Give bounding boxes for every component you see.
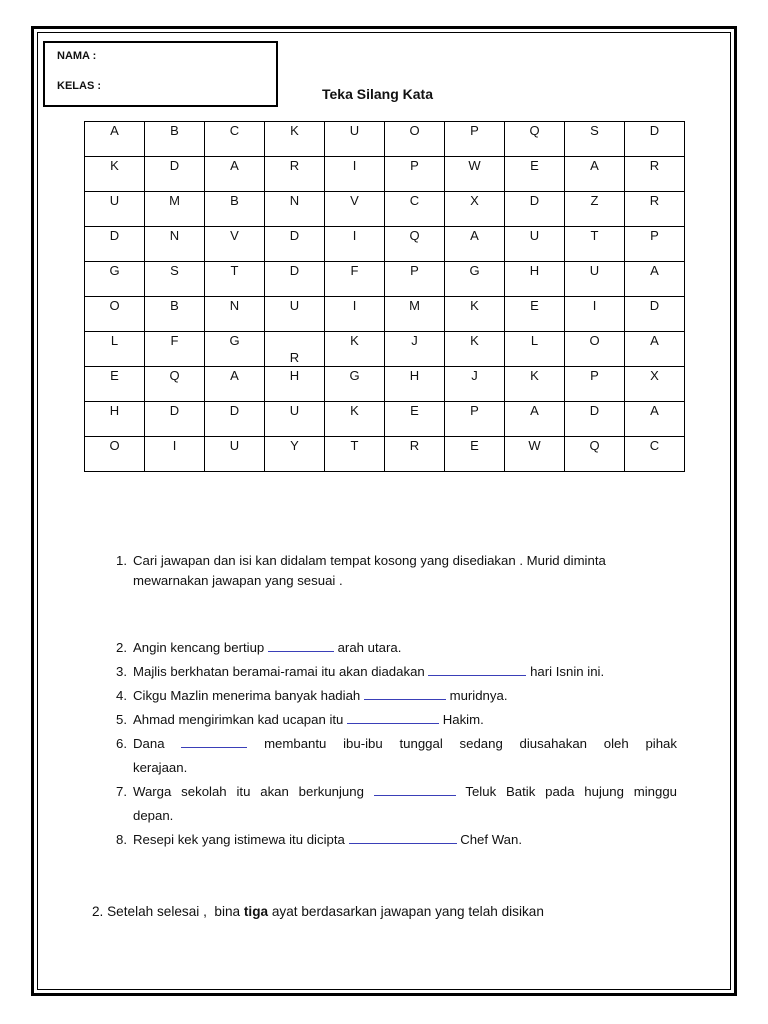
grid-cell[interactable]: H xyxy=(265,367,325,402)
grid-row xyxy=(85,297,685,332)
grid-cell[interactable]: X xyxy=(445,192,505,227)
grid-cell[interactable]: V xyxy=(205,227,265,262)
grid-cell[interactable]: P xyxy=(385,262,445,297)
grid-cell[interactable]: C xyxy=(385,192,445,227)
question-line xyxy=(133,684,677,708)
grid-cell[interactable]: U xyxy=(85,192,145,227)
grid-cell[interactable]: J xyxy=(445,367,505,402)
question-continuation: depan. xyxy=(133,808,174,823)
grid-cell[interactable]: K xyxy=(325,402,385,437)
grid-row xyxy=(85,332,685,367)
question-text-before: Cikgu Mazlin menerima banyak hadiah xyxy=(133,688,361,703)
grid-cell[interactable]: P xyxy=(625,227,685,262)
class-label: KELAS : xyxy=(57,80,101,92)
grid-cell[interactable]: R xyxy=(625,157,685,192)
question-number: 7. xyxy=(116,784,127,799)
answer-blank[interactable] xyxy=(349,831,457,844)
question-text-before: Ahmad mengirimkan kad ucapan itu xyxy=(133,712,344,727)
question-item xyxy=(105,828,677,852)
grid-row xyxy=(85,402,685,437)
grid-row xyxy=(85,437,685,472)
grid-row xyxy=(85,227,685,262)
grid-cell[interactable]: A xyxy=(625,332,685,367)
question-line xyxy=(133,660,677,684)
question-item xyxy=(105,636,677,660)
question-text-before: Angin kencang bertiup xyxy=(133,640,265,655)
grid-cell[interactable]: N xyxy=(145,227,205,262)
question-text-after: membantu ibu-ibu tunggal sedang diusahakan oleh pihak xyxy=(264,736,677,751)
grid-cell[interactable]: K xyxy=(505,367,565,402)
grid-cell[interactable]: P xyxy=(445,402,505,437)
grid-cell[interactable]: R xyxy=(625,192,685,227)
grid-cell[interactable]: T xyxy=(205,262,265,297)
instruction-list xyxy=(105,551,677,591)
grid-cell[interactable]: X xyxy=(625,367,685,402)
question-item xyxy=(105,732,677,780)
grid-cell[interactable]: P xyxy=(565,367,625,402)
grid-row xyxy=(85,262,685,297)
name-label: NAMA : xyxy=(57,50,97,62)
grid-cell[interactable]: U xyxy=(265,402,325,437)
grid-cell[interactable]: E xyxy=(505,297,565,332)
answer-blank[interactable] xyxy=(181,735,247,748)
grid-cell[interactable]: O xyxy=(85,437,145,472)
grid-cell[interactable]: T xyxy=(325,437,385,472)
question-item xyxy=(105,660,677,684)
grid-cell[interactable]: D xyxy=(625,297,685,332)
grid-cell[interactable]: I xyxy=(325,227,385,262)
final-instruction-suffix: ayat berdasarkan jawapan yang telah disikan xyxy=(268,904,544,919)
grid-cell[interactable]: D xyxy=(85,227,145,262)
grid-cell[interactable]: N xyxy=(265,192,325,227)
grid-cell[interactable]: O xyxy=(385,122,445,157)
question-line xyxy=(133,780,677,804)
question-number: 3. xyxy=(116,664,127,679)
grid-cell[interactable]: C xyxy=(205,122,265,157)
answer-blank[interactable] xyxy=(374,783,456,796)
grid-row xyxy=(85,367,685,402)
question-number: 6. xyxy=(116,736,127,751)
grid-cell[interactable]: D xyxy=(205,402,265,437)
grid-cell[interactable]: I xyxy=(325,157,385,192)
grid-cell[interactable]: L xyxy=(85,332,145,367)
grid-cell[interactable]: D xyxy=(145,402,205,437)
grid-cell[interactable]: B xyxy=(145,297,205,332)
question-list xyxy=(105,636,677,852)
grid-cell[interactable]: D xyxy=(625,122,685,157)
grid-cell[interactable]: K xyxy=(445,332,505,367)
grid-cell[interactable]: E xyxy=(445,437,505,472)
grid-cell[interactable]: B xyxy=(205,192,265,227)
grid-cell[interactable]: U xyxy=(205,437,265,472)
question-text-after: Teluk Batik pada hujung minggu xyxy=(465,784,677,799)
grid-cell[interactable]: E xyxy=(505,157,565,192)
grid-cell[interactable]: D xyxy=(265,262,325,297)
instruction-text: Cari jawapan dan isi kan didalam tempat kosong yang disediakan . Murid diminta mewarnakan jawapan yang sesuai . xyxy=(133,553,606,588)
final-instruction-prefix: 2. Setelah selesai , bina xyxy=(92,904,244,919)
question-item xyxy=(105,684,677,708)
grid-row xyxy=(85,157,685,192)
grid-cell[interactable]: E xyxy=(385,402,445,437)
answer-blank[interactable] xyxy=(428,663,526,676)
question-number: 8. xyxy=(116,832,127,847)
grid-cell[interactable]: S xyxy=(145,262,205,297)
question-item xyxy=(105,708,677,732)
grid-cell[interactable]: K xyxy=(265,122,325,157)
grid-cell[interactable]: I xyxy=(145,437,205,472)
grid-cell[interactable]: J xyxy=(385,332,445,367)
question-item xyxy=(105,780,677,828)
grid-cell[interactable]: R xyxy=(265,332,325,367)
grid-cell[interactable]: D xyxy=(145,157,205,192)
final-instruction xyxy=(92,904,544,919)
grid-cell[interactable]: N xyxy=(205,297,265,332)
grid-row xyxy=(85,122,685,157)
grid-cell[interactable]: K xyxy=(325,332,385,367)
grid-cell[interactable]: G xyxy=(325,367,385,402)
grid-cell[interactable]: G xyxy=(85,262,145,297)
grid-cell[interactable]: T xyxy=(565,227,625,262)
grid-cell[interactable]: S xyxy=(565,122,625,157)
grid-cell[interactable]: D xyxy=(505,192,565,227)
grid-cell[interactable]: A xyxy=(625,262,685,297)
grid-cell[interactable]: A xyxy=(205,367,265,402)
answer-blank[interactable] xyxy=(268,639,334,652)
answer-blank[interactable] xyxy=(347,711,439,724)
grid-cell[interactable]: M xyxy=(145,192,205,227)
grid-cell[interactable]: W xyxy=(445,157,505,192)
grid-cell[interactable]: A xyxy=(85,122,145,157)
grid-cell[interactable]: F xyxy=(145,332,205,367)
question-number: 2. xyxy=(116,640,127,655)
grid-cell[interactable]: C xyxy=(625,437,685,472)
question-line xyxy=(133,732,677,756)
grid-row xyxy=(85,192,685,227)
grid-cell[interactable]: U xyxy=(325,122,385,157)
grid-cell[interactable]: M xyxy=(385,297,445,332)
grid-cell[interactable]: D xyxy=(565,402,625,437)
grid-cell[interactable]: H xyxy=(385,367,445,402)
page-title: Teka Silang Kata xyxy=(322,86,434,102)
grid-cell[interactable]: B xyxy=(145,122,205,157)
grid-cell[interactable]: A xyxy=(505,402,565,437)
grid-cell[interactable]: R xyxy=(385,437,445,472)
grid-cell[interactable]: W xyxy=(505,437,565,472)
grid-cell[interactable]: P xyxy=(445,122,505,157)
grid-cell[interactable]: R xyxy=(265,157,325,192)
grid-cell[interactable]: O xyxy=(565,332,625,367)
question-number: 5. xyxy=(116,712,127,727)
question-text-after: Hakim. xyxy=(442,712,484,727)
grid-cell[interactable]: Q xyxy=(505,122,565,157)
grid-cell[interactable]: A xyxy=(445,227,505,262)
final-instruction-bold: tiga xyxy=(243,904,269,919)
grid-cell[interactable]: A xyxy=(205,157,265,192)
grid-cell[interactable]: K xyxy=(85,157,145,192)
grid-cell[interactable]: G xyxy=(445,262,505,297)
grid-cell[interactable]: D xyxy=(265,227,325,262)
word-search-grid xyxy=(84,121,685,472)
question-line xyxy=(133,828,677,852)
grid-cell[interactable]: U xyxy=(565,262,625,297)
grid-cell[interactable]: K xyxy=(445,297,505,332)
instruction-item xyxy=(105,551,677,591)
question-text-after: arah utara. xyxy=(337,640,402,655)
grid-cell[interactable]: H xyxy=(505,262,565,297)
grid-cell[interactable]: Q xyxy=(385,227,445,262)
answer-blank[interactable] xyxy=(364,687,446,700)
grid-cell[interactable]: H xyxy=(85,402,145,437)
grid-cell[interactable]: E xyxy=(85,367,145,402)
grid-cell[interactable]: O xyxy=(85,297,145,332)
question-text-before: Warga sekolah itu akan berkunjung xyxy=(133,784,364,799)
grid-cell[interactable]: L xyxy=(505,332,565,367)
student-info-box xyxy=(43,41,278,107)
grid-cell[interactable]: G xyxy=(205,332,265,367)
grid-cell[interactable]: P xyxy=(385,157,445,192)
grid-cell[interactable]: U xyxy=(265,297,325,332)
question-text-before: Majlis berkhatan beramai-ramai itu akan diadakan xyxy=(133,664,425,679)
grid-cell[interactable]: Q xyxy=(565,437,625,472)
grid-cell[interactable]: I xyxy=(325,297,385,332)
question-text-before: Dana xyxy=(133,736,165,751)
grid-cell[interactable]: U xyxy=(505,227,565,262)
question-number: 4. xyxy=(116,688,127,703)
grid-cell[interactable]: A xyxy=(565,157,625,192)
grid-cell[interactable]: Q xyxy=(145,367,205,402)
question-line xyxy=(133,708,677,732)
grid-cell[interactable]: V xyxy=(325,192,385,227)
question-continuation: kerajaan. xyxy=(133,760,188,775)
instruction-number: 1. xyxy=(116,553,127,568)
grid-cell[interactable]: Y xyxy=(265,437,325,472)
question-line xyxy=(133,636,677,660)
grid-cell[interactable]: F xyxy=(325,262,385,297)
grid-cell[interactable]: A xyxy=(625,402,685,437)
question-text-before: Resepi kek yang istimewa itu dicipta xyxy=(133,832,345,847)
grid-cell[interactable]: I xyxy=(565,297,625,332)
question-text-after: hari Isnin ini. xyxy=(530,664,605,679)
question-text-after: Chef Wan. xyxy=(460,832,522,847)
question-text-after: muridnya. xyxy=(449,688,508,703)
grid-cell[interactable]: Z xyxy=(565,192,625,227)
